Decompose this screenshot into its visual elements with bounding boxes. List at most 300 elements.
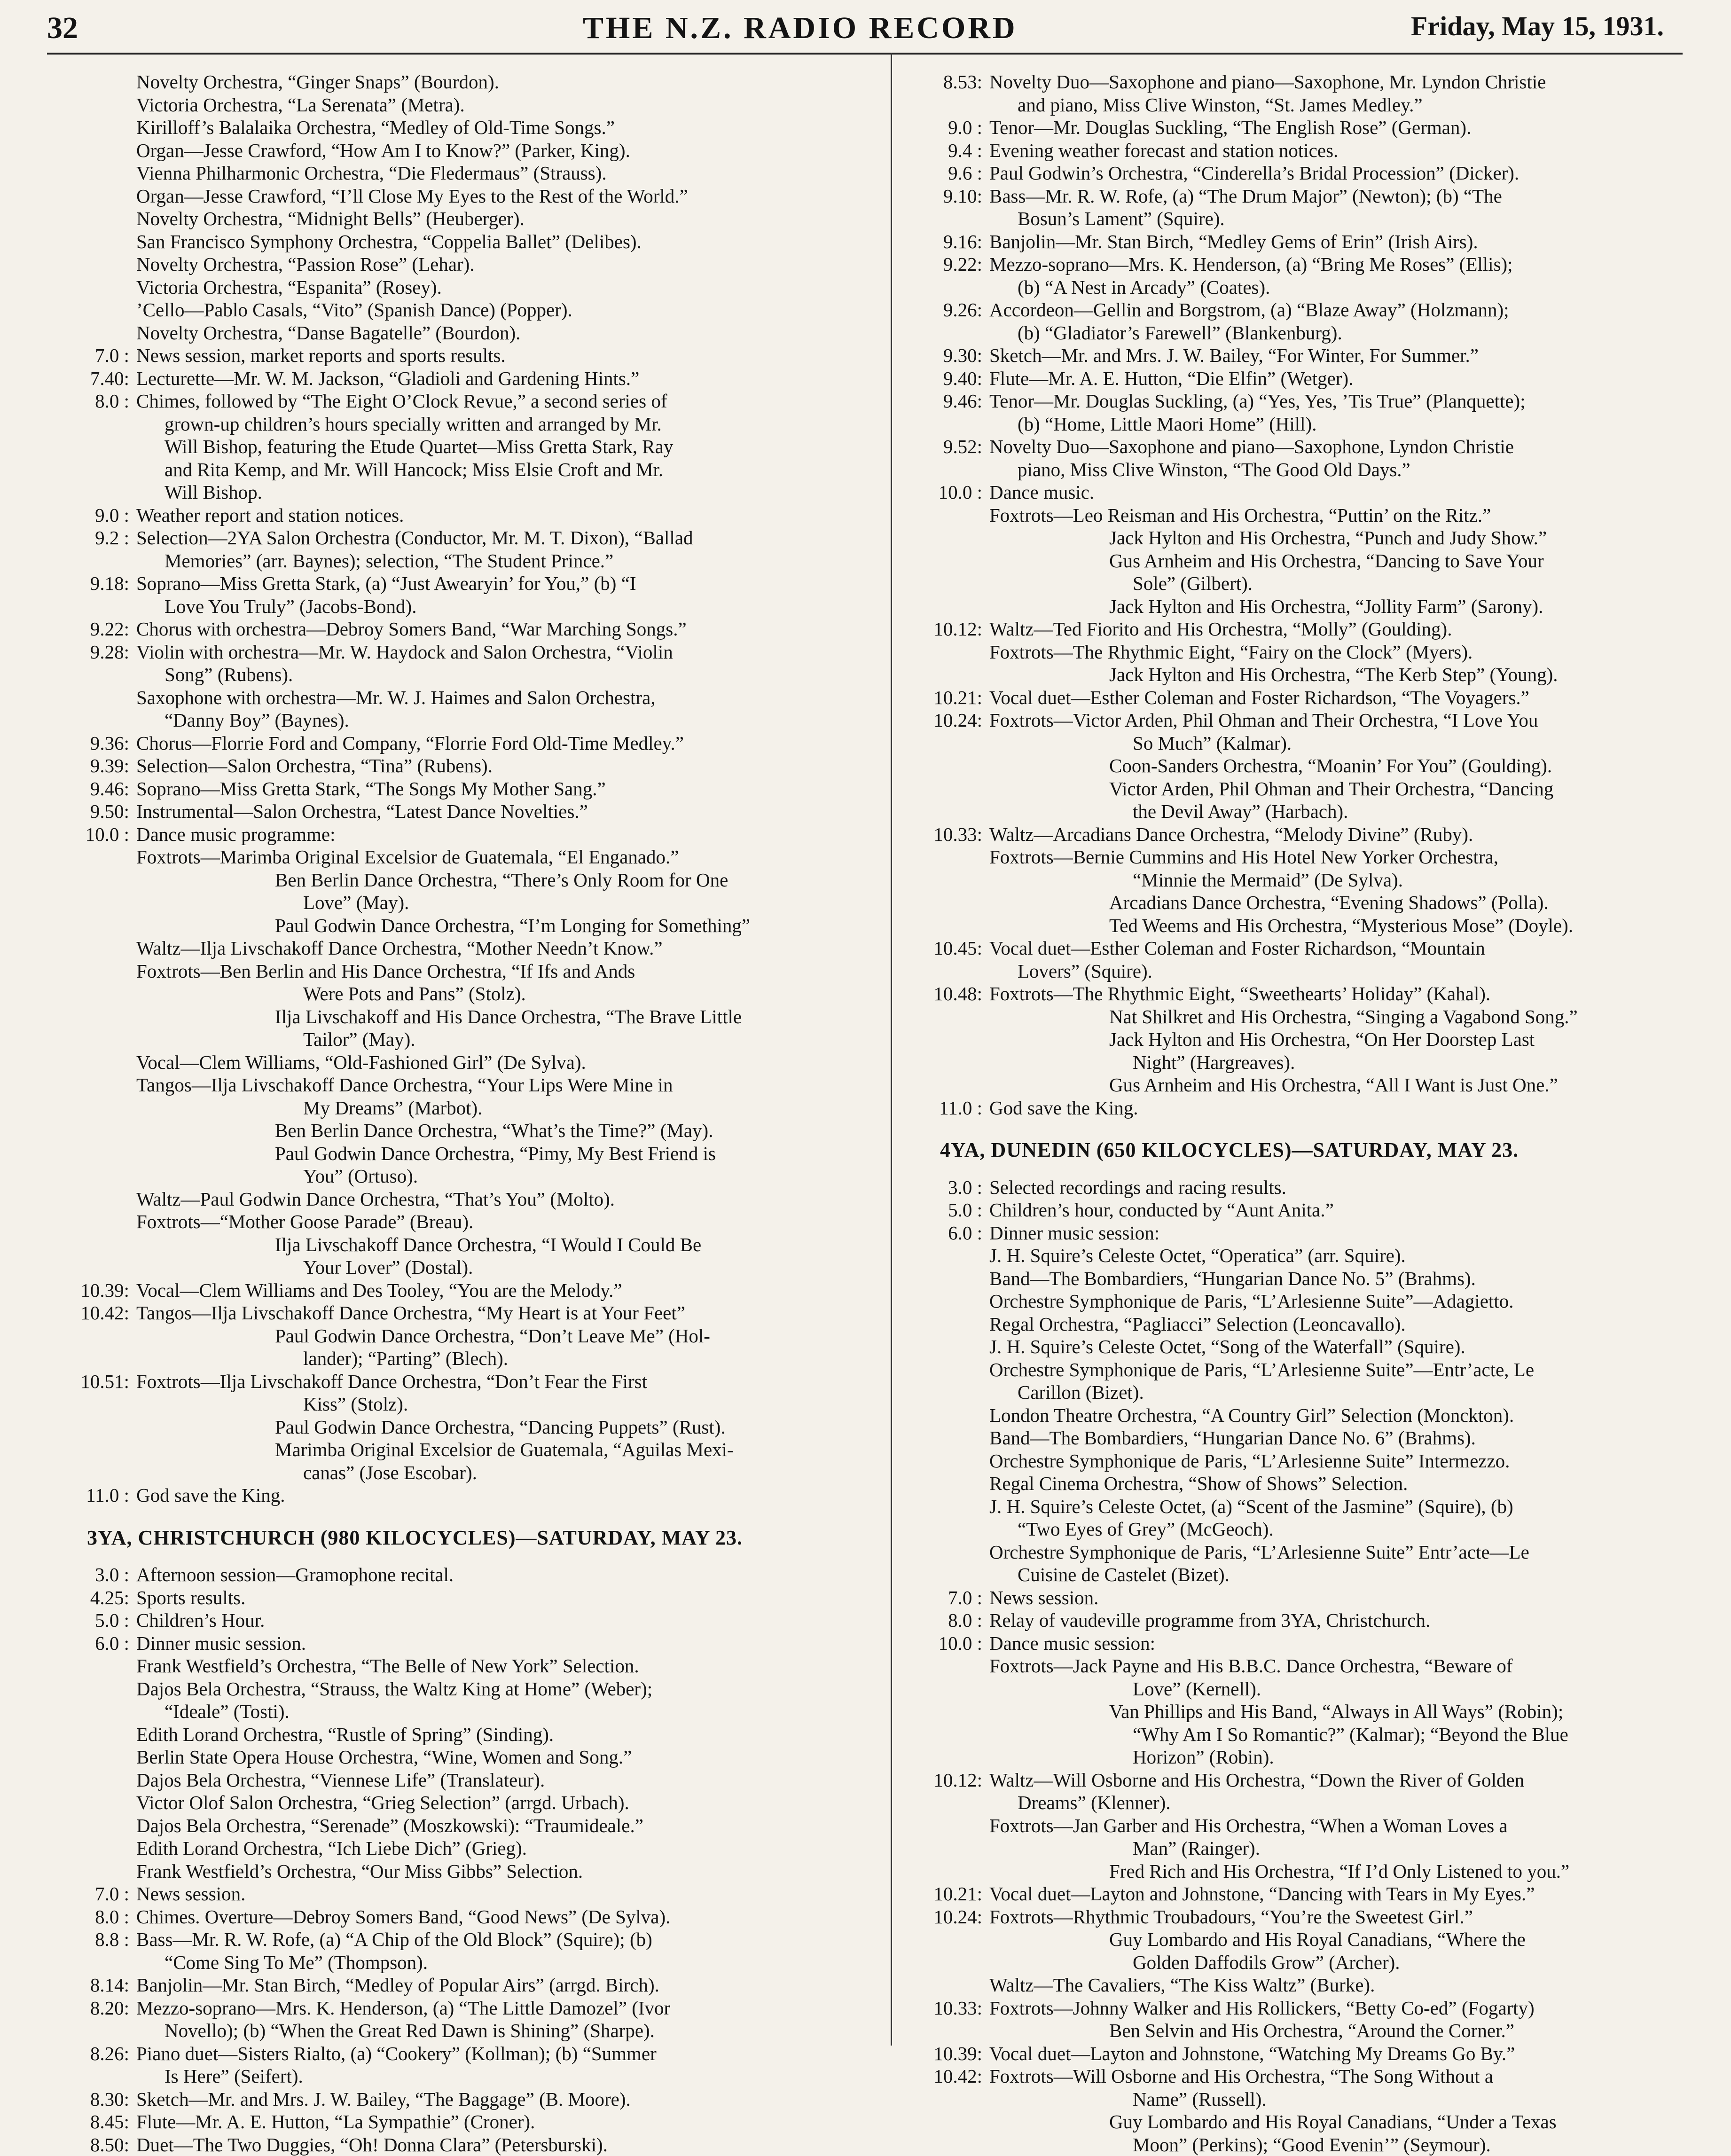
programme-line xyxy=(59,1256,881,1279)
programme-line xyxy=(59,663,881,686)
programme-line xyxy=(59,207,881,230)
programme-text: Orchestre Symphonique de Paris, “L’Arlesienne Suite” Intermezzo. xyxy=(989,1450,1510,1473)
programme-time: 9.46: xyxy=(59,777,129,800)
programme-text: Selection—Salon Orchestra, “Tina” (Rubens). xyxy=(136,754,493,777)
programme-line xyxy=(912,937,1711,960)
programme-line xyxy=(59,1438,881,1461)
programme-text: Man” (Rainger). xyxy=(1133,1837,1260,1860)
programme-line xyxy=(912,709,1711,732)
programme-line xyxy=(59,298,881,321)
programme-line xyxy=(59,1119,881,1142)
programme-line xyxy=(912,1267,1711,1290)
paper-title: THE N.Z. RADIO RECORD xyxy=(583,10,1018,46)
programme-line xyxy=(912,663,1711,686)
programme-text: Orchestre Symphonique de Paris, “L’Arlesienne Suite”—Adagietto. xyxy=(989,1290,1513,1313)
programme-time: 9.4 : xyxy=(912,139,982,162)
programme-line xyxy=(912,1005,1711,1028)
programme-line xyxy=(59,1928,881,1951)
programme-line xyxy=(59,891,881,914)
programme-text: Children’s Hour. xyxy=(136,1609,265,1632)
programme-text: Memories” (arr. Baynes); selection, “The Student Prince.” xyxy=(164,549,613,572)
programme-time: 10.48: xyxy=(912,982,982,1005)
programme-text: Frank Westfield’s Orchestra, “The Belle of New York” Selection. xyxy=(136,1654,639,1678)
programme-line xyxy=(912,139,1711,162)
programme-time: 9.16: xyxy=(912,230,982,253)
programme-time: 6.0 : xyxy=(59,1632,129,1655)
programme-line xyxy=(912,162,1711,185)
programme-text: San Francisco Symphony Orchestra, “Coppelia Ballet” (Delibes). xyxy=(136,230,642,253)
programme-line xyxy=(59,94,881,117)
programme-time: 8.26: xyxy=(59,2042,129,2065)
programme-line xyxy=(912,1381,1711,1404)
programme-time: 7.0 : xyxy=(912,1586,982,1609)
programme-line xyxy=(912,618,1711,641)
programme-line xyxy=(59,982,881,1005)
programme-line xyxy=(912,1882,1711,1905)
left-column xyxy=(59,71,881,2156)
programme-line xyxy=(912,1609,1711,1632)
programme-line xyxy=(59,344,881,367)
programme-line xyxy=(59,846,881,869)
programme-text: God save the King. xyxy=(136,1484,285,1507)
programme-text: Tangos—Ilja Livschakoff Dance Orchestra, “My Heart is at Your Feet” xyxy=(136,1301,685,1325)
programme-text: Guy Lombardo and His Royal Canadians, “Under a Texas xyxy=(1109,2110,1557,2133)
programme-text: ’Cello—Pablo Casals, “Vito” (Spanish Dance) (Popper). xyxy=(136,298,572,321)
programme-line xyxy=(59,1586,881,1609)
programme-line xyxy=(912,732,1711,755)
programme-line xyxy=(59,800,881,823)
programme-line xyxy=(59,1882,881,1905)
programme-text: Chimes. Overture—Debroy Somers Band, “Good News” (De Sylva). xyxy=(136,1905,670,1929)
programme-time: 6.0 : xyxy=(912,1222,982,1245)
programme-text: News session. xyxy=(989,1586,1098,1609)
programme-line xyxy=(912,823,1711,846)
programme-line xyxy=(59,2133,881,2156)
programme-text: Piano duet—Sisters Rialto, (a) “Cookery” (Kollman); (b) “Summer xyxy=(136,2042,657,2065)
programme-text: Bosun’s Lament” (Squire). xyxy=(1018,207,1225,230)
programme-text: Novelty Orchestra, “Danse Bagatelle” (Bourdon). xyxy=(136,321,520,345)
programme-line xyxy=(912,1814,1711,1837)
programme-line xyxy=(912,1746,1711,1769)
programme-text: Waltz—Will Osborne and His Orchestra, “Down the River of Golden xyxy=(989,1769,1524,1792)
programme-line xyxy=(912,1358,1711,1381)
programme-line xyxy=(59,1005,881,1028)
programme-line xyxy=(59,1165,881,1188)
programme-text: Nat Shilkret and His Orchestra, “Singing a Vagabond Song.” xyxy=(1109,1005,1578,1028)
programme-time: 11.0 : xyxy=(59,1484,129,1507)
programme-line xyxy=(912,2133,1711,2156)
programme-time: 8.30: xyxy=(59,2088,129,2111)
programme-text: Foxtrots—Marimba Original Excelsior de Guatemala, “El Enganado.” xyxy=(136,846,679,869)
programme-line xyxy=(912,1097,1711,1120)
programme-line xyxy=(59,709,881,732)
programme-text: Vienna Philharmonic Orchestra, “Die Fledermaus” (Strauss). xyxy=(136,162,607,185)
programme-line xyxy=(912,2110,1711,2133)
programme-text: “Come Sing To Me” (Thompson). xyxy=(164,1951,428,1974)
programme-text: My Dreams” (Marbot). xyxy=(303,1097,482,1120)
programme-text: Song” (Rubens). xyxy=(164,663,293,686)
programme-time: 9.36: xyxy=(59,732,129,755)
programme-line xyxy=(912,1974,1711,1997)
programme-line xyxy=(912,1450,1711,1473)
programme-line xyxy=(59,1951,881,1974)
programme-text: Love” (May). xyxy=(303,891,409,914)
programme-line xyxy=(912,276,1711,299)
programme-text: Selected recordings and racing results. xyxy=(989,1176,1286,1199)
programme-line xyxy=(912,367,1711,390)
programme-text: Band—The Bombardiers, “Hungarian Dance No. 6” (Brahms). xyxy=(989,1427,1476,1450)
programme-text: Dajos Bela Orchestra, “Strauss, the Waltz King at Home” (Weber); xyxy=(136,1678,652,1701)
programme-text: “Why Am I So Romantic?” (Kalmar); “Beyond the Blue xyxy=(1133,1723,1568,1746)
programme-time: 7.40: xyxy=(59,367,129,390)
programme-text: Novelty Orchestra, “Ginger Snaps” (Bourdon). xyxy=(136,71,499,94)
programme-text: Dinner music session. xyxy=(136,1632,306,1655)
programme-text: Waltz—Ted Fiorito and His Orchestra, “Molly” (Goulding). xyxy=(989,618,1452,641)
programme-text: Foxtrots—Johnny Walker and His Rollickers, “Betty Co-ed” (Fogarty) xyxy=(989,1997,1535,2020)
programme-text: Waltz—The Cavaliers, “The Kiss Waltz” (Burke). xyxy=(989,1974,1375,1997)
programme-line xyxy=(912,2088,1711,2111)
programme-text: Organ—Jesse Crawford, “I’ll Close My Eyes to the Rest of the World.” xyxy=(136,185,688,208)
programme-text: News session. xyxy=(136,1882,245,1905)
programme-line xyxy=(59,1279,881,1302)
programme-text: Love” (Kernell). xyxy=(1133,1678,1261,1701)
programme-time: 10.0 : xyxy=(59,823,129,846)
programme-line xyxy=(59,1416,881,1439)
programme-text: Foxtrots—Ilja Livschakoff Dance Orchestra, “Don’t Fear the First xyxy=(136,1370,647,1393)
programme-line xyxy=(912,1632,1711,1655)
programme-text: Paul Godwin Dance Orchestra, “Pimy, My Best Friend is xyxy=(275,1142,716,1165)
programme-text: Ted Weems and His Orchestra, “Mysterious Mose” (Doyle). xyxy=(1109,914,1573,937)
programme-line xyxy=(912,1028,1711,1051)
programme-text: Dance music programme: xyxy=(136,823,336,846)
programme-text: Tenor—Mr. Douglas Suckling, (a) “Yes, Yes, ’Tis True” (Planquette); xyxy=(989,390,1526,413)
programme-line xyxy=(912,686,1711,709)
programme-line xyxy=(912,572,1711,595)
programme-text: Banjolin—Mr. Stan Birch, “Medley of Popular Airs” (arrgd. Birch). xyxy=(136,1974,659,1997)
programme-text: Afternoon session—Gramophone recital. xyxy=(136,1563,454,1586)
programme-text: Vocal—Clem Williams and Des Tooley, “You are the Melody.” xyxy=(136,1279,622,1302)
programme-text: Frank Westfield’s Orchestra, “Our Miss Gibbs” Selection. xyxy=(136,1860,583,1883)
programme-time: 7.0 : xyxy=(59,1882,129,1905)
programme-text: Foxtrots—The Rhythmic Eight, “Fairy on the Clock” (Myers). xyxy=(989,641,1473,664)
programme-line xyxy=(59,230,881,253)
programme-line xyxy=(912,1769,1711,1792)
programme-time: 10.39: xyxy=(59,1279,129,1302)
programme-text: “Minnie the Mermaid” (De Sylva). xyxy=(1133,869,1403,892)
programme-line xyxy=(59,1188,881,1211)
programme-line xyxy=(912,2019,1711,2042)
programme-line xyxy=(59,1609,881,1632)
programme-line xyxy=(912,1290,1711,1313)
programme-line xyxy=(59,1074,881,1097)
programme-text: Foxtrots—Victor Arden, Phil Ohman and Their Orchestra, “I Love You xyxy=(989,709,1538,732)
programme-text: Novelty Orchestra, “Passion Rose” (Lehar). xyxy=(136,253,475,276)
programme-text: Waltz—Ilja Livschakoff Dance Orchestra, “Mother Needn’t Know.” xyxy=(136,937,663,960)
programme-time: 10.42: xyxy=(59,1301,129,1325)
programme-line xyxy=(912,435,1711,458)
programme-line xyxy=(912,413,1711,436)
programme-line xyxy=(912,116,1711,139)
programme-line xyxy=(59,413,881,436)
programme-text: Foxtrots—Jack Payne and His B.B.C. Dance Orchestra, “Beware of xyxy=(989,1654,1513,1678)
programme-line xyxy=(59,1393,881,1416)
programme-line xyxy=(59,116,881,139)
programme-text: You” (Ortuso). xyxy=(303,1165,418,1188)
programme-time: 8.14: xyxy=(59,1974,129,1997)
programme-line xyxy=(59,1142,881,1165)
programme-text: and piano, Miss Clive Winston, “St. James Medley.” xyxy=(1018,94,1423,117)
programme-text: Arcadians Dance Orchestra, “Evening Shadows” (Polla). xyxy=(1109,891,1549,914)
programme-line xyxy=(59,2088,881,2111)
programme-line xyxy=(59,253,881,276)
programme-line xyxy=(912,1518,1711,1541)
programme-time: 9.40: xyxy=(912,367,982,390)
programme-line xyxy=(912,344,1711,367)
programme-line xyxy=(59,1210,881,1233)
programme-line xyxy=(912,1723,1711,1746)
programme-line xyxy=(59,435,881,458)
programme-time: 9.0 : xyxy=(59,504,129,527)
programme-line xyxy=(912,982,1711,1005)
programme-line xyxy=(912,390,1711,413)
station-heading: 3YA, CHRISTCHURCH (980 KILOCYCLES)—SATURDAY, MAY 23. xyxy=(59,1527,881,1550)
programme-text: (b) “Gladiator’s Farewell” (Blankenburg). xyxy=(1018,321,1342,345)
programme-text: Dance music session: xyxy=(989,1632,1155,1655)
programme-line xyxy=(912,1678,1711,1701)
programme-text: Chorus with orchestra—Debroy Somers Band, “War Marching Songs.” xyxy=(136,618,687,641)
programme-line xyxy=(59,458,881,481)
programme-line xyxy=(59,777,881,800)
programme-text: Ben Berlin Dance Orchestra, “There’s Only Room for One xyxy=(275,869,728,892)
programme-line xyxy=(59,1461,881,1484)
programme-text: (b) “A Nest in Arcady” (Coates). xyxy=(1018,276,1270,299)
programme-line xyxy=(59,641,881,664)
programme-text: Jack Hylton and His Orchestra, “Punch and Judy Show.” xyxy=(1109,526,1547,549)
programme-line xyxy=(912,1427,1711,1450)
programme-line xyxy=(59,1905,881,1929)
programme-line xyxy=(59,481,881,504)
programme-line xyxy=(912,1951,1711,1974)
programme-line xyxy=(59,1860,881,1883)
programme-time: 4.25: xyxy=(59,1586,129,1609)
programme-text: grown-up children’s hours specially written and arranged by Mr. xyxy=(164,413,662,436)
programme-text: Foxtrots—The Rhythmic Eight, “Sweethearts’ Holiday” (Kahal). xyxy=(989,982,1490,1005)
programme-time: 3.0 : xyxy=(59,1563,129,1586)
programme-text: Victoria Orchestra, “La Serenata” (Metra). xyxy=(136,94,465,117)
programme-line xyxy=(59,937,881,960)
programme-line xyxy=(59,1746,881,1769)
programme-text: Lecturette—Mr. W. M. Jackson, “Gladioli and Gardening Hints.” xyxy=(136,367,639,390)
programme-line xyxy=(912,504,1711,527)
programme-text: Waltz—Arcadians Dance Orchestra, “Melody Divine” (Ruby). xyxy=(989,823,1473,846)
programme-text: Were Pots and Pans” (Stolz). xyxy=(303,982,526,1005)
programme-text: Marimba Original Excelsior de Guatemala, “Aguilas Mexi- xyxy=(275,1438,734,1461)
programme-line xyxy=(912,1222,1711,1245)
page-number: 32 xyxy=(47,10,78,46)
programme-line xyxy=(59,1097,881,1120)
programme-text: Van Phillips and His Band, “Always in All Ways” (Robin); xyxy=(1109,1700,1563,1723)
programme-line xyxy=(59,1233,881,1256)
programme-text: Victoria Orchestra, “Espanita” (Rosey). xyxy=(136,276,442,299)
programme-text: “Ideale” (Tosti). xyxy=(164,1700,290,1723)
programme-text: Kirilloff’s Balalaika Orchestra, “Medley of Old-Time Songs.” xyxy=(136,116,615,139)
programme-text: Name” (Russell). xyxy=(1133,2088,1267,2111)
programme-line xyxy=(912,1199,1711,1222)
programme-text: Mezzo-soprano—Mrs. K. Henderson, (a) “Bring Me Roses” (Ellis); xyxy=(989,253,1513,276)
programme-line xyxy=(59,1325,881,1348)
programme-text: Sketch—Mr. and Mrs. J. W. Bailey, “For Winter, For Summer.” xyxy=(989,344,1479,367)
programme-line xyxy=(59,1837,881,1860)
programme-line xyxy=(912,1791,1711,1814)
programme-text: Instrumental—Salon Orchestra, “Latest Dance Novelties.” xyxy=(136,800,588,823)
programme-time: 10.12: xyxy=(912,618,982,641)
programme-text: Mezzo-soprano—Mrs. K. Henderson, (a) “The Little Damozel” (Ivor xyxy=(136,1997,670,2020)
programme-line xyxy=(59,2019,881,2042)
programme-line xyxy=(59,1723,881,1746)
programme-text: Vocal duet—Layton and Johnstone, “Watching My Dreams Go By.” xyxy=(989,2042,1515,2065)
programme-text: Ben Selvin and His Orchestra, “Around the Corner.” xyxy=(1109,2019,1514,2042)
programme-text: Vocal duet—Esther Coleman and Foster Richardson, “Mountain xyxy=(989,937,1485,960)
programme-line xyxy=(59,914,881,937)
programme-time: 10.0 : xyxy=(912,481,982,504)
programme-text: Foxtrots—“Mother Goose Parade” (Breau). xyxy=(136,1210,473,1233)
programme-line xyxy=(912,253,1711,276)
programme-line xyxy=(59,1769,881,1792)
programme-text: Dance music. xyxy=(989,481,1094,504)
programme-time: 8.20: xyxy=(59,1997,129,2020)
programme-text: God save the King. xyxy=(989,1097,1138,1120)
programme-text: Novelty Duo—Saxophone and piano—Saxophone, Lyndon Christie xyxy=(989,435,1514,458)
programme-text: Kiss” (Stolz). xyxy=(303,1393,408,1416)
programme-line xyxy=(59,1370,881,1393)
programme-text: Lovers” (Squire). xyxy=(1018,960,1152,983)
programme-text: Jack Hylton and His Orchestra, “The Kerb Step” (Young). xyxy=(1109,663,1558,686)
programme-line xyxy=(59,367,881,390)
programme-text: Novelty Orchestra, “Midnight Bells” (Heuberger). xyxy=(136,207,525,230)
programme-line xyxy=(59,1301,881,1325)
programme-line xyxy=(59,1997,881,2020)
programme-line xyxy=(59,185,881,208)
programme-line xyxy=(912,800,1711,823)
programme-text: Berlin State Opera House Orchestra, “Wine, Women and Song.” xyxy=(136,1746,632,1769)
programme-text: Duet—The Two Duggies, “Oh! Donna Clara” (Petersburski). xyxy=(136,2133,608,2156)
programme-time: 10.39: xyxy=(912,2042,982,2065)
programme-text: the Devil Away” (Harbach). xyxy=(1133,800,1348,823)
programme-text: Soprano—Miss Gretta Stark, “The Songs My Mother Sang.” xyxy=(136,777,606,800)
programme-text: Ben Berlin Dance Orchestra, “What’s the Time?” (May). xyxy=(275,1119,713,1142)
programme-text: Novelty Duo—Saxophone and piano—Saxophone, Mr. Lyndon Christie xyxy=(989,71,1546,94)
programme-text: Paul Godwin Dance Orchestra, “I’m Longing for Something” xyxy=(275,914,750,937)
programme-text: (b) “Home, Little Maori Home” (Hill). xyxy=(1018,413,1316,436)
programme-text: Gus Arnheim and His Orchestra, “All I Want is Just One.” xyxy=(1109,1074,1558,1097)
programme-text: Foxtrots—Rhythmic Troubadours, “You’re the Sweetest Girl.” xyxy=(989,1905,1473,1929)
programme-line xyxy=(59,139,881,162)
programme-line xyxy=(59,1678,881,1701)
programme-time: 11.0 : xyxy=(912,1097,982,1120)
programme-line xyxy=(912,1586,1711,1609)
programme-text: Relay of vaudeville programme from 3YA, Christchurch. xyxy=(989,1609,1430,1632)
programme-line xyxy=(912,321,1711,345)
programme-line xyxy=(912,1860,1711,1883)
programme-text: Saxophone with orchestra—Mr. W. J. Haimes and Salon Orchestra, xyxy=(136,686,656,709)
programme-time: 7.0 : xyxy=(59,344,129,367)
programme-text: Paul Godwin’s Orchestra, “Cinderella’s Bridal Procession” (Dicker). xyxy=(989,162,1519,185)
programme-line xyxy=(59,321,881,345)
programme-line xyxy=(912,1495,1711,1518)
programme-text: Foxtrots—Leo Reisman and His Orchestra, “Puttin’ on the Ritz.” xyxy=(989,504,1491,527)
programme-text: Guy Lombardo and His Royal Canadians, “Where the xyxy=(1109,1928,1526,1951)
programme-text: Orchestre Symphonique de Paris, “L’Arlesienne Suite”—Entr’acte, Le xyxy=(989,1358,1534,1381)
programme-text: J. H. Squire’s Celeste Octet, “Song of the Waterfall” (Squire). xyxy=(989,1335,1465,1358)
programme-line xyxy=(912,1404,1711,1427)
programme-line xyxy=(59,504,881,527)
programme-time: 9.2 : xyxy=(59,526,129,549)
programme-line xyxy=(59,618,881,641)
header-rule xyxy=(47,53,1683,55)
programme-text: Evening weather forecast and station notices. xyxy=(989,139,1338,162)
programme-time: 9.22: xyxy=(59,618,129,641)
station-heading: 4YA, DUNEDIN (650 KILOCYCLES)—SATURDAY, MAY 23. xyxy=(912,1139,1711,1162)
programme-text: Cuisine de Castelet (Bizet). xyxy=(1018,1563,1230,1586)
programme-line xyxy=(59,1028,881,1051)
programme-time: 9.30: xyxy=(912,344,982,367)
programme-line xyxy=(912,1244,1711,1267)
programme-text: Bass—Mr. R. W. Rofe, (a) “The Drum Major” (Newton); (b) “The xyxy=(989,185,1502,208)
programme-text: News session, market reports and sports results. xyxy=(136,344,506,367)
programme-text: Dajos Bela Orchestra, “Viennese Life” (Translateur). xyxy=(136,1769,545,1792)
programme-text: Foxtrots—Bernie Cummins and His Hotel New Yorker Orchestra, xyxy=(989,846,1498,869)
programme-time: 9.50: xyxy=(59,800,129,823)
programme-text: Children’s hour, conducted by “Aunt Anita.” xyxy=(989,1199,1334,1222)
programme-text: Your Lover” (Dostal). xyxy=(303,1256,473,1279)
programme-text: Chorus—Florrie Ford and Company, “Florrie Ford Old-Time Medley.” xyxy=(136,732,684,755)
programme-line xyxy=(912,207,1711,230)
column-divider xyxy=(891,53,892,2046)
programme-text: Band—The Bombardiers, “Hungarian Dance No. 5” (Brahms). xyxy=(989,1267,1476,1290)
programme-line xyxy=(912,185,1711,208)
programme-text: lander); “Parting” (Blech). xyxy=(303,1347,508,1370)
programme-text: Dinner music session: xyxy=(989,1222,1159,1245)
programme-text: Jack Hylton and His Orchestra, “On Her Doorstep Last xyxy=(1109,1028,1535,1051)
programme-line xyxy=(912,298,1711,321)
programme-line xyxy=(59,595,881,618)
programme-line xyxy=(912,1997,1711,2020)
programme-line xyxy=(59,2110,881,2133)
programme-time: 9.22: xyxy=(912,253,982,276)
programme-text: Edith Lorand Orchestra, “Rustle of Spring” (Sinding). xyxy=(136,1723,554,1746)
programme-line xyxy=(912,1541,1711,1564)
programme-line xyxy=(912,869,1711,892)
programme-text: Carillon (Bizet). xyxy=(1018,1381,1144,1404)
programme-time: 9.52: xyxy=(912,435,982,458)
programme-line xyxy=(59,869,881,892)
programme-time: 9.28: xyxy=(59,641,129,664)
programme-time: 8.0 : xyxy=(912,1609,982,1632)
programme-time: 8.45: xyxy=(59,2110,129,2133)
programme-time: 3.0 : xyxy=(912,1176,982,1199)
programme-line xyxy=(59,1051,881,1074)
right-column xyxy=(912,71,1711,2156)
programme-line xyxy=(912,960,1711,983)
programme-text: and Rita Kemp, and Mr. Will Hancock; Miss Elsie Croft and Mr. xyxy=(164,458,663,481)
programme-line xyxy=(912,777,1711,800)
programme-line xyxy=(59,1484,881,1507)
programme-time: 10.0 : xyxy=(912,1632,982,1655)
programme-time: 10.12: xyxy=(912,1769,982,1792)
programme-text: Sole” (Gilbert). xyxy=(1133,572,1253,595)
programme-line xyxy=(59,960,881,983)
programme-time: 10.33: xyxy=(912,1997,982,2020)
